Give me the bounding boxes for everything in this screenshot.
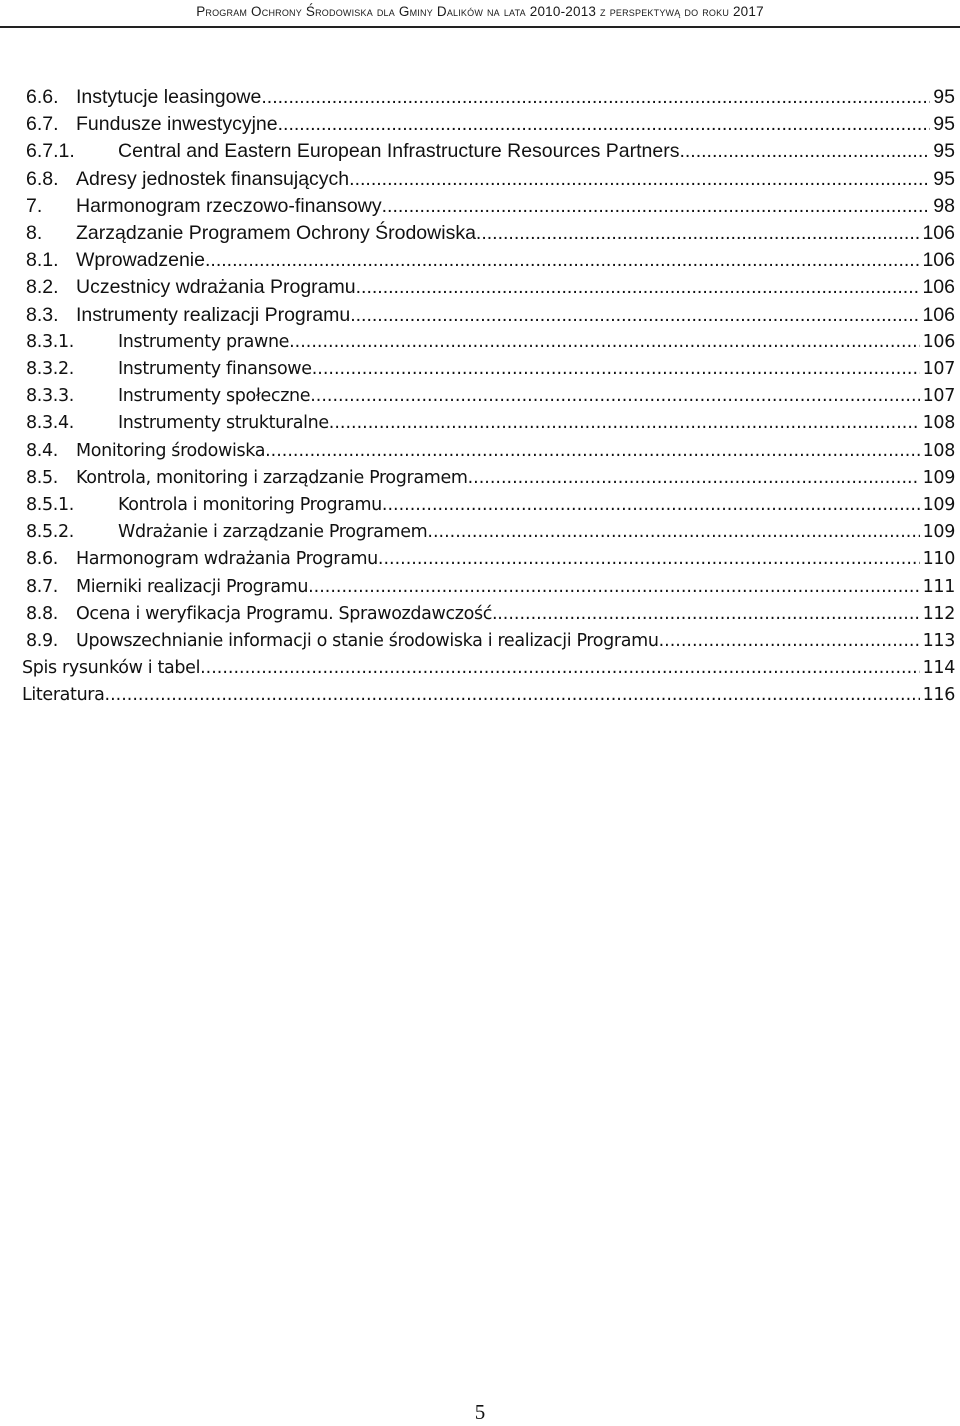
toc-entry-number: 8.5. [26, 467, 58, 488]
toc-entry-title: Mierniki realizacji Programu [76, 576, 309, 597]
toc-entry[interactable] [22, 655, 955, 682]
toc-entry-page: 106 [922, 331, 955, 352]
toc-entry-page: 95 [933, 140, 955, 163]
toc-leader-dots [312, 356, 920, 383]
toc-entry-title: Monitoring środowiska [76, 440, 266, 461]
toc-entry-number: 8.3.1. [26, 331, 74, 352]
toc-entry-page: 111 [922, 576, 955, 597]
toc-entry-page: 112 [922, 603, 955, 624]
toc-entry-title: Zarządzanie Programem Ochrony Środowiska [76, 222, 476, 244]
toc-entry[interactable] [26, 111, 955, 138]
toc-entry-title: Uczestnicy wdrażania Programu [76, 276, 356, 299]
toc-entry-title: Harmonogram rzeczowo-finansowy [76, 194, 382, 217]
toc-entry-title: Instrumenty strukturalne [118, 413, 329, 434]
toc-entry[interactable] [26, 438, 955, 465]
toc-entry[interactable] [26, 546, 955, 573]
toc-entry-page: 109 [922, 495, 955, 515]
toc-entry-page: 106 [922, 276, 955, 299]
toc-entry-number: 6.7.1. [26, 140, 75, 163]
toc-entry-page: 109 [922, 522, 955, 543]
toc-entry[interactable] [26, 465, 955, 492]
toc-entry-number: 8.4. [26, 440, 58, 461]
toc-leader-dots [356, 274, 920, 301]
toc-entry-page: 108 [922, 440, 955, 461]
toc-entry[interactable] [26, 410, 955, 437]
toc-leader-dots [350, 302, 919, 329]
toc-leader-dots [261, 84, 930, 111]
toc-entry-number: 8.8. [26, 603, 58, 624]
toc-entry-page: 113 [922, 631, 955, 651]
toc-entry-page: 106 [922, 222, 955, 244]
toc-entry[interactable] [26, 220, 955, 247]
toc-entry-title: Adresy jednostek finansujących [76, 167, 350, 190]
toc-entry-title: Wdrażanie i zarządzanie Programem [118, 522, 428, 543]
toc-entry[interactable] [26, 138, 955, 165]
toc-leader-dots [105, 682, 920, 709]
toc-entry-title: Instrumenty finansowe [118, 359, 312, 379]
toc-entry-page: 116 [922, 685, 955, 706]
toc-entry-title: Harmonogram wdrażania Programu [76, 549, 378, 570]
toc-entry-page: 95 [933, 86, 955, 108]
toc-leader-dots [382, 492, 920, 519]
toc-entry-title: Kontrola, monitoring i zarządzanie Programem [76, 467, 468, 488]
toc-leader-dots [349, 166, 930, 193]
toc-entry-title: Spis rysunków i tabel [22, 658, 201, 679]
toc-entry-number: 8.3. [26, 303, 59, 326]
toc-entry-title: Central and Eastern European Infrastructure Resources Partners [118, 140, 680, 163]
toc-entry-title: Fundusze inwestycyjne [76, 113, 278, 136]
toc-entry-page: 114 [922, 658, 955, 679]
toc-entry-title: Instrumenty prawne [118, 331, 290, 352]
toc-entry[interactable] [26, 628, 955, 655]
toc-entry-number: 8.6. [26, 549, 58, 570]
toc-entry-title: Wprowadzenie [76, 249, 205, 272]
toc-entry-page: 98 [933, 194, 955, 217]
toc-entry-page: 110 [922, 549, 955, 570]
toc-entry-number: 6.8. [26, 167, 59, 190]
page-number: 5 [474, 1400, 486, 1424]
toc-entry-page: 95 [933, 167, 955, 190]
toc-entry-title: Ocena i weryfikacja Programu. Sprawozdawczość. [76, 603, 498, 624]
toc-entry-number: 8.7. [26, 576, 58, 597]
toc-entry-title: Upowszechnianie informacji o stanie środowiska i realizacji Programu [76, 631, 659, 651]
toc-entry-number: 8.1. [26, 249, 59, 272]
toc-leader-dots [476, 220, 920, 247]
toc-leader-dots [289, 329, 920, 356]
toc-leader-dots [679, 138, 930, 165]
toc-entry-page: 108 [922, 413, 955, 434]
toc-entry-number: 8.5.1. [26, 495, 74, 515]
toc-entry-number: 8.3.4. [26, 413, 74, 434]
toc-entry[interactable] [26, 356, 955, 383]
header-rule [0, 26, 960, 28]
toc-entry-page: 107 [922, 359, 955, 379]
toc-leader-dots [378, 546, 920, 573]
toc-entry[interactable] [26, 519, 955, 546]
toc-entry-number: 8.9. [26, 631, 58, 651]
toc-entry[interactable] [26, 601, 955, 628]
toc-entry[interactable] [26, 274, 955, 301]
toc-leader-dots [278, 111, 931, 138]
toc-leader-dots [659, 628, 920, 655]
toc-entry[interactable] [26, 574, 955, 601]
toc-entry-number: 8.3.2. [26, 359, 74, 379]
toc-entry-number: 8. [26, 222, 43, 244]
toc-entry-page: 107 [922, 386, 955, 407]
toc-entry-title: Instrumenty realizacji Programu [76, 303, 351, 326]
toc-entry-title: Instytucje leasingowe [76, 86, 262, 108]
toc-entry[interactable] [26, 492, 955, 519]
toc-leader-dots [308, 574, 920, 601]
toc-entry-number: 8.5.2. [26, 522, 74, 543]
toc-entry[interactable] [22, 682, 955, 709]
toc-leader-dots [382, 193, 931, 220]
toc-entry[interactable] [26, 193, 955, 220]
toc-entry-number: 6.7. [26, 113, 59, 136]
toc-entry-page: 109 [922, 467, 955, 488]
toc-entry[interactable] [26, 383, 955, 410]
toc-leader-dots [200, 655, 920, 682]
toc-leader-dots [310, 383, 919, 410]
toc-entry-number: 8.2. [26, 276, 59, 299]
toc-entry-number: 6.6. [26, 86, 59, 108]
toc-entry-page: 106 [922, 303, 955, 326]
toc-entry[interactable] [26, 247, 955, 274]
toc-entry-page: 106 [922, 249, 955, 272]
toc-entry-title: Instrumenty społeczne [118, 386, 311, 407]
toc-entry[interactable] [26, 166, 955, 193]
toc-entry-number: 8.3.3. [26, 386, 74, 407]
toc-entry-number: 7. [26, 194, 43, 217]
running-header [0, 0, 960, 26]
toc-leader-dots [329, 410, 920, 437]
toc-entry[interactable] [26, 302, 955, 329]
toc-leader-dots [427, 519, 919, 546]
toc-leader-dots [468, 465, 920, 492]
toc-entry-title: Literatura [22, 685, 105, 706]
toc-leader-dots [497, 601, 919, 628]
toc-entry-page: 95 [933, 113, 955, 136]
toc-entry-title: Kontrola i monitoring Programu [118, 495, 382, 515]
toc-entry[interactable] [26, 84, 955, 111]
toc-leader-dots [265, 438, 920, 465]
toc-leader-dots [205, 247, 919, 274]
header-title: Program Ochrony Środowiska dla Gminy Dalików na lata 2010-2013 z perspektywą do roku 2017 [196, 4, 764, 19]
toc-entry[interactable] [26, 329, 955, 356]
